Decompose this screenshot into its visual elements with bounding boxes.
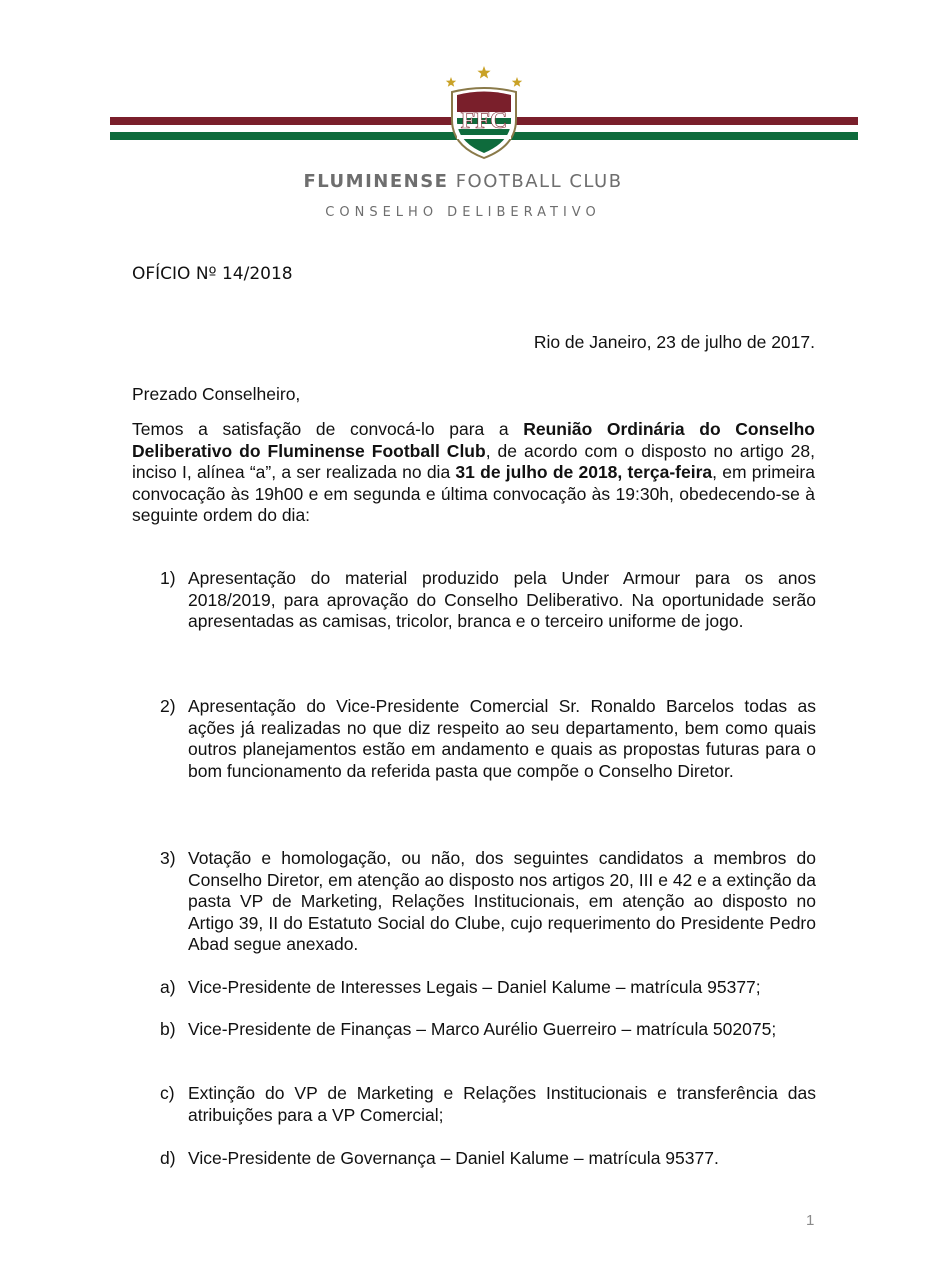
crest-star-icon — [477, 66, 490, 79]
candidate-item-letter: b) — [160, 1019, 176, 1039]
candidate-item-letter: a) — [160, 977, 176, 997]
crest-monogram: FFC — [460, 108, 508, 134]
oficio-number: OFÍCIO Nº 14/2018 — [132, 264, 293, 284]
club-name — [0, 171, 926, 192]
agenda-item-number: 1) — [160, 568, 176, 588]
crest-star-icon — [512, 77, 522, 87]
council-name: CONSELHO DELIBERATIVO — [325, 205, 601, 220]
candidate-item — [160, 1019, 816, 1041]
intro-text-1: Temos a satisfação de convocá-lo para a — [132, 419, 524, 439]
letter-date: Rio de Janeiro, 23 de julho de 2017. — [533, 332, 815, 352]
candidate-item-text: Vice-Presidente de Finanças – Marco Aurélio Guerreiro – matrícula 502075; — [188, 1019, 777, 1039]
intro-text-3: , em primeira convocação às 19h00 e em segunda e última convocação às 19:30h, obedecendo-se à seguinte ordem do dia: — [132, 462, 815, 525]
agenda-item-text: Apresentação do Vice-Presidente Comercial Sr. Ronaldo Barcelos todas as ações já realizadas no que diz respeito ao seu departamento, bem como quais outros planejamentos estão em andamento e quais as propostas futuras para o bom funcionamento da referida pasta que compõe o Conselho Diretor. — [188, 696, 816, 781]
candidate-item-letter: c) — [160, 1083, 175, 1103]
candidate-item-letter: d) — [160, 1148, 176, 1168]
crest-star-icon — [446, 77, 456, 87]
agenda-item-number: 3) — [160, 848, 176, 868]
letterhead — [0, 0, 926, 240]
club-name-rest: FOOTBALL CLUB — [448, 171, 623, 192]
page-number: 1 — [806, 1212, 815, 1229]
intro-text-2: , de acordo com o disposto no artigo 28, inciso I, alínea “a”, a ser realizada no dia — [132, 440, 815, 482]
candidate-item-text: Extinção do VP de Marketing e Relações Institucionais e transferência das atribuições para a VP Comercial; — [188, 1083, 816, 1125]
agenda-item — [160, 696, 816, 782]
agenda-item — [160, 848, 816, 956]
candidate-item — [160, 1148, 816, 1170]
intro-bold-2: 31 de julho de 2018, terça-feira — [455, 462, 713, 482]
agenda-item — [160, 568, 816, 633]
agenda-item-text: Apresentação do material produzido pela Under Armour para os anos 2018/2019, para aprovação do Conselho Deliberativo. Na oportunidade serão apresentadas as camisas, tricolor, branca e o terceiro uniforme de jogo. — [188, 568, 816, 631]
candidate-item-text: Vice-Presidente de Interesses Legais – Daniel Kalume – matrícula 95377; — [188, 977, 761, 997]
club-crest-logo — [440, 62, 530, 162]
candidate-item — [160, 977, 816, 999]
agenda-item-text: Votação e homologação, ou não, dos seguintes candidatos a membros do Conselho Diretor, em atenção ao disposto nos artigos 20, III e 42 e a extinção da pasta VP de Marketing, Relações Institucionais, em atenção ao disposto no Artigo 39, II do Estatuto Social do Clube, cujo requerimento do Presidente Pedro Abad segue anexado. — [188, 848, 816, 954]
intro-bold-1: Reunião Ordinária do Conselho Deliberativo do Fluminense Football Club — [132, 419, 815, 461]
agenda-item-number: 2) — [160, 696, 176, 716]
club-name-bold: FLUMINENSE — [303, 171, 449, 192]
intro-paragraph — [132, 419, 815, 527]
greeting: Prezado Conselheiro, — [132, 384, 301, 404]
candidate-item — [160, 1083, 816, 1126]
candidate-item-text: Vice-Presidente de Governança – Daniel Kalume – matrícula 95377. — [188, 1148, 719, 1168]
